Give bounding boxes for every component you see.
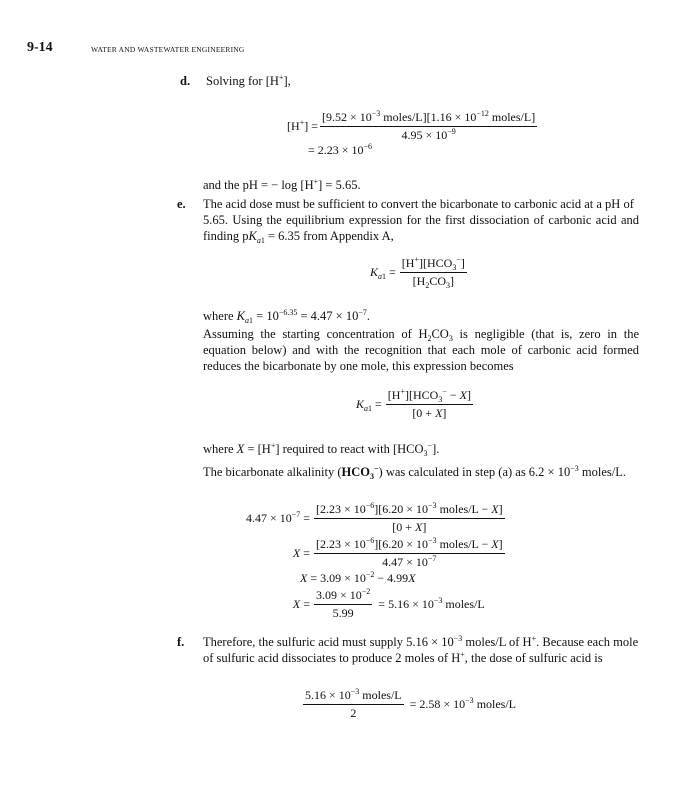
bicarbonate-sentence: The bicarbonate alkalinity $(HCO_3^-)$ was calculated in step (a) as $6.2 \times 10^{-3}$ moles/L. [203, 464, 626, 481]
eq1-denominator: [0 + X] [392, 520, 427, 534]
ka1-fraction [400, 256, 467, 289]
eq1-fraction [314, 502, 505, 535]
where-x: where X = [H+] required to react with $[HCO_3^-]$. [203, 441, 440, 458]
part-d-label: d. [180, 74, 191, 88]
ka1-equation-b [356, 388, 473, 421]
part-d-eq-fraction [320, 110, 537, 143]
part-f-fraction [303, 688, 404, 721]
eq1 [246, 502, 505, 535]
part-d-ph-sentence: and the pH = − log [H+] = 5.65. [203, 177, 361, 192]
ka1-equation [370, 256, 467, 289]
eq2-numerator: $[2.23 \times 10^{-6}][6.20 \times 10^{-3}$ moles/L − X] [314, 537, 505, 554]
eq1-numerator: $[2.23 \times 10^{-6}][6.20 \times 10^{-3}$ moles/L − X] [314, 502, 505, 519]
part-d-eq-result: = $2.23 \times 10^{-6}$ [308, 142, 373, 157]
part-e-paragraph-2: Assuming the starting concentration of $H_2CO_3$ is negligible (that is, zero in the equation below) and with the recognition that each mole of carbonic acid formed reduces the bicarbonate by one mole, this expression becomes [203, 327, 639, 373]
eq4-numerator: $3.09 \times 10^{-2}$ [314, 588, 372, 605]
part-f-paragraph-cont: of sulfuric acid dissociates to produce 2 moles of H+, the dose of sulfuric acid is [203, 650, 603, 665]
part-e-paragraph-1: e. The acid dose must be sufficient to convert the bicarbonate to carbonic acid at a pH of [177, 197, 634, 211]
part-d-eq-denominator: $4.95 \times 10^{-9}$ [401, 127, 456, 142]
part-f-label: f. [177, 635, 185, 649]
running-title: WATER AND WASTEWATER ENGINEERING [91, 45, 245, 54]
ka1-denominator: $[H_2CO_3]$ [412, 274, 454, 290]
part-f-result: = $2.58 \times 10^{-3}$ moles/L [409, 696, 517, 711]
part-d-eq-numerator: [$9.52 \times 10^{-3}$ moles/L][1.16 × $10^{-12}$ moles/L] [320, 110, 537, 127]
ka1b-numerator: $[H^+][HCO_3^- - X]$ [387, 387, 471, 404]
page-number: 9-14 [27, 40, 53, 55]
eq4-result: = $5.16 \times 10^{-3}$ moles/L [378, 596, 485, 611]
part-d-eq-lhs: [H+] = [287, 118, 318, 133]
eq2-fraction [314, 537, 505, 570]
eq4-fraction [314, 588, 372, 621]
eq4-denominator: 5.99 [332, 606, 354, 620]
ka1b-fraction [386, 388, 473, 421]
part-d-intro: d. Solving for [H+], [180, 73, 291, 88]
eq4 [246, 588, 485, 621]
ka1-lhs: $K_{a1}$ = [370, 265, 396, 281]
part-e-label: e. [177, 197, 186, 211]
part-e-paragraph-1-cont: 5.65. Using the equilibrium expression for the first dissociation of carbonic acid and finding $pK_{a1} = 6.35$ from Appendix A, [203, 213, 639, 245]
ka1-numerator: $[H^+][HCO_3^-]$ [401, 255, 465, 272]
eq3: $X = 3.09 \times 10^{-2} - 4.99X$ [300, 570, 416, 585]
eq2-denominator: $4.47 \times 10^{-7}$ [382, 554, 437, 569]
part-f-denominator: 2 [350, 706, 357, 720]
part-f-numerator: $5.16 \times 10^{-3}$ moles/L [303, 688, 404, 705]
ka1b-lhs: $K_{a1}$ = [356, 397, 382, 413]
eq2 [246, 537, 505, 570]
eq2-lhs: X = [292, 546, 310, 560]
part-f-equation [303, 688, 516, 721]
eq4-lhs: X = [292, 597, 310, 611]
ka1b-denominator: [0 + X] [412, 406, 447, 420]
part-d-equation [282, 110, 537, 143]
where-ka1: where $K_{a1} = 10^{-6.35} = 4.47 \times 10^{-7}$. [203, 308, 370, 325]
eq1-lhs: $4.47 \times 10^{-7}$ = [246, 510, 311, 525]
part-f-paragraph: f. Therefore, the sulfuric acid must supply $5.16 \times 10^{-3}$ moles/L of H+. Because each mole [177, 634, 639, 649]
